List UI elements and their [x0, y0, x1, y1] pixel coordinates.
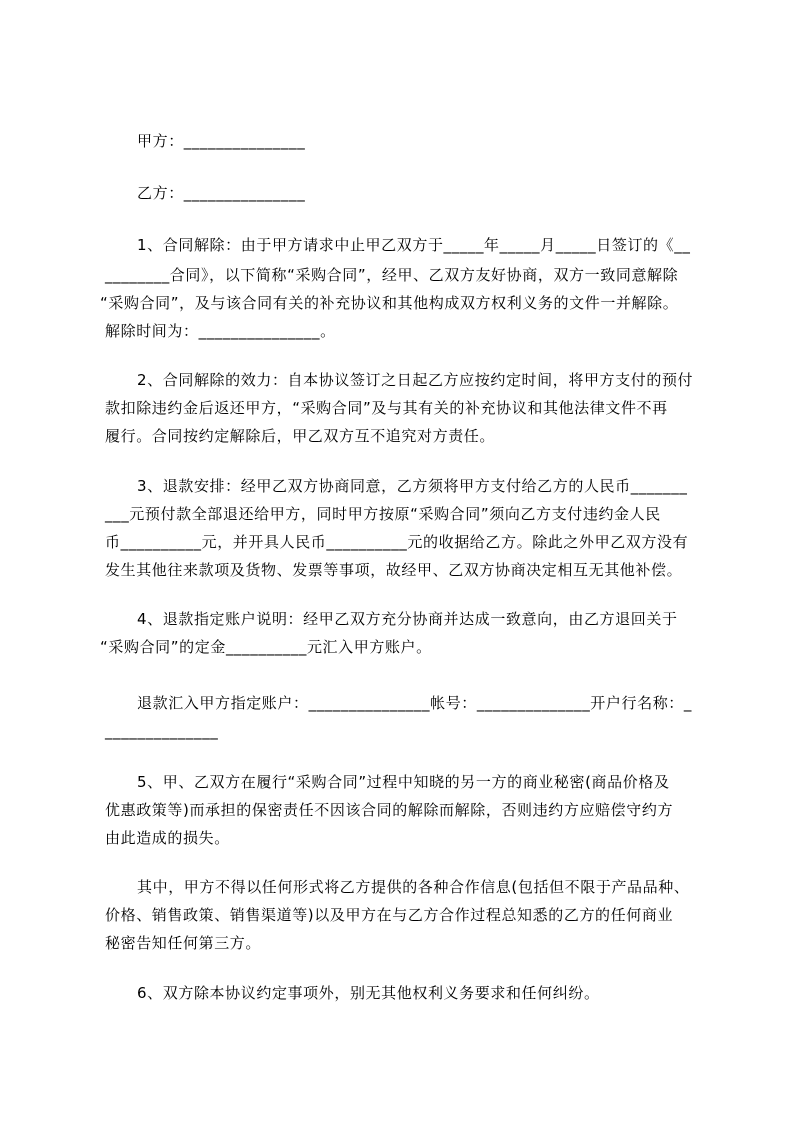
- clause5-line2: 优惠政策等)而承担的保密责任不因该合同的解除而解除，否则违约方应赔偿守约方: [105, 801, 674, 819]
- clause1-line4: 解除时间为：_______________。: [105, 322, 336, 340]
- clause5-line3: 由此造成的损失。: [105, 829, 230, 847]
- clause4-line2: “采购合同”的定金__________元汇入甲方账户。: [100, 638, 432, 656]
- clause2-line3: 履行。合同按约定解除后，甲乙双方互不追究对方责任。: [105, 427, 496, 445]
- party-a-line: 甲方：_______________: [137, 132, 306, 150]
- account-line2: ______________: [105, 722, 219, 740]
- clause1-line2: ________合同》，以下简称“采购合同”，经甲、乙双方友好协商，双方一致同意解除: [105, 266, 679, 284]
- clause3-line3: 币__________元，并开具人民币__________元的收据给乙方。除此之外甲乙双方没有: [105, 533, 689, 551]
- clause5-line1: 5、甲、乙双方在履行“采购合同”过程中知晓的另一方的商业秘密(商品价格及: [137, 773, 670, 791]
- clause1-line1: 1、合同解除：由于甲方请求中止甲乙双方于_____年_____月_____日签订的《__: [137, 236, 691, 254]
- account-line1: 退款汇入甲方指定账户：_______________帐号：______________开户行名称：_: [137, 694, 693, 712]
- clause3-line1: 3、退款安排：经甲乙双方协商同意，乙方须将甲方支付给乙方的人民币_______: [137, 477, 688, 495]
- clause5-note-line3: 秘密告知任何第三方。: [105, 934, 262, 952]
- clause6-line1: 6、双方除本协议约定事项外，别无其他权利义务要求和任何纠纷。: [137, 984, 600, 1002]
- clause5-note-line2: 价格、销售政策、销售渠道等)以及甲方在与乙方合作过程总知悉的乙方的任何商业: [105, 906, 674, 924]
- party-b-line: 乙方：_______________: [137, 184, 306, 202]
- clause3-line4: 发生其他往来款项及货物、发票等事项，故经甲、乙双方协商决定相互无其他补偿。: [105, 561, 683, 579]
- clause4-line1: 4、退款指定账户说明：经甲乙双方充分协商并达成一致意向，由乙方退回关于: [137, 610, 678, 628]
- clause2-line1: 2、合同解除的效力：自本协议签订之日起乙方应按约定时间，将甲方支付的预付: [137, 371, 694, 389]
- clause1-line3: “采购合同”，及与该合同有关的补充协议和其他构成双方权利义务的文件一并解除。: [100, 294, 679, 312]
- clause5-note-line1: 其中，甲方不得以任何形式将乙方提供的各种合作信息(包括但不限于产品品种、: [137, 878, 690, 896]
- clause2-line2: 款扣除违约金后返还甲方，“采购合同”及与其有关的补充协议和其他法律文件不再: [105, 399, 668, 417]
- clause3-line2: ___元预付款全部退还给甲方，同时甲方按原“采购合同”须向乙方支付违约金人民: [105, 505, 661, 523]
